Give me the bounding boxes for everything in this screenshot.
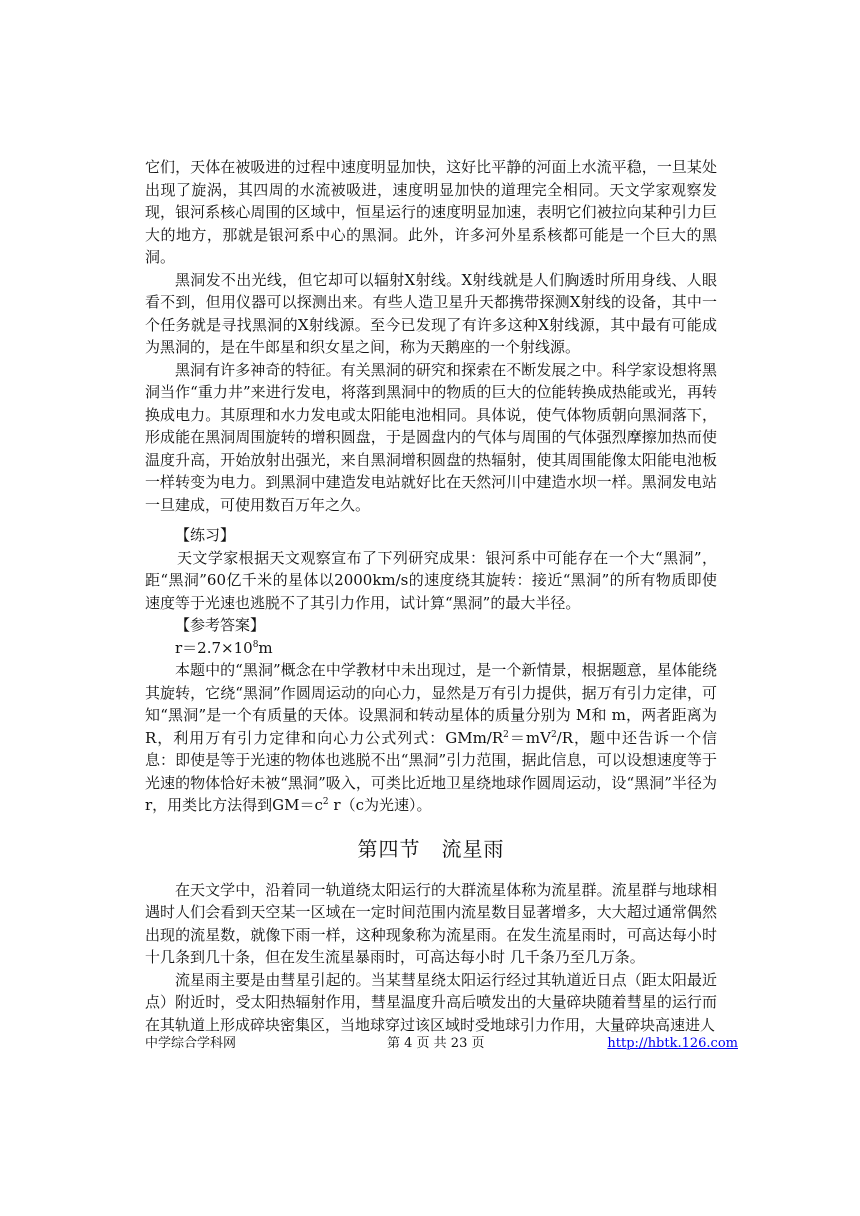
explanation-sup-1: 2	[503, 729, 509, 740]
section-paragraph-2: 流星雨主要是由彗星引起的。当某彗星绕太阳运行经过其轨道近日点（距太阳最近点）附近时，受太阳热辐射作用，彗星温度升高后喷发出的大量碎块随着彗星的运行而在其轨道上形成碎块密集区，当地球穿过该区域时受地球引力作用，大量碎块高速进人	[145, 970, 717, 1034]
footer-site-name: 中学综合学科网	[145, 1036, 237, 1051]
explanation-sup-3: 2	[322, 797, 329, 807]
exercise-heading: 【练习】	[175, 526, 236, 544]
answer-result-base: r＝2.7×10	[175, 638, 253, 657]
answer-heading: 【参考答案】	[175, 616, 266, 634]
answer-result	[145, 637, 717, 660]
explanation-part-4: r（c为光速）。	[328, 796, 432, 814]
paragraph-3: 黑洞有许多神奇的特征。有关黑洞的研究和探索在不断发展之中。科学家设想将黑洞当作“重力井”来进行发电，将落到黑洞中的物质的巨大的位能转换成热能或光，再转换成电力。其原理和水力发电或太阳能电池相同。具体说，使气体物质朝向黑洞落下，形成能在黑洞周围旋转的增积圆盘，于是圆盘内的气体与周围的气体强烈摩擦加热而使温度升高，开始放射出强光，来自黑洞增积圆盘的热辐射，使其周围能像太阳能电池板一样转变为电力。到黑洞中建造发电站就好比在天然河川中建造水坝一样。黑洞发电站一旦建成，可使用数百万年之久。	[145, 360, 717, 514]
document-body	[145, 156, 717, 1036]
footer-link[interactable]: http://hbtk.126.com	[607, 1036, 738, 1051]
section-title: 第四节 流星雨	[357, 836, 505, 861]
paragraph-1: 它们，天体在被吸进的过程中速度明显加快，这好比平静的河面上水流平稳，一旦某处出现了旋涡，其四周的水流被吸进，速度明显加快的道理完全相同。天文学家观察发现，银河系核心周围的区域中，恒星运行的速度明显加速，表明它们被拉向某种引力巨大的地方，那就是银河系中心的黑洞。此外，许多河外星系核都可能是一个巨大的黑洞。	[145, 158, 717, 266]
explanation-part-2: ＝mV	[508, 728, 551, 747]
page-footer	[145, 1034, 738, 1054]
exercise-text: 天文学家根据天文观察宣布了下列研究成果：银河系中可能存在一个大“黑洞”，距“黑洞”60亿千米的星体以2000km/s的速度绕其旋转：接近“黑洞”的所有物质即使速度等于光速也逃脱不了其引力作用，试计算“黑洞”的最大半径。	[145, 548, 717, 612]
paragraph-2: 黑洞发不出光线，但它却可以辐射X射线。X射线就是人们胸透时所用身线、人眼看不到，但用仪器可以探测出来。有些人造卫星升天都携带探测X射线的设备，其中一个任务就是寻找黑洞的X射线源。至今已发现了有许多这种X射线源，其中最有可能成为黑洞的，是在牛郎星和织女星之间，称为天鹅座的一个射线源。	[145, 270, 717, 356]
explanation-part-3: /R，题中还告诉一个信息：即使是等于光速的物体也逃脱不出“黑洞”引力范围，据此信息，可以设想速度等于光速的物体恰好未被“黑洞”吸入，可类比近地卫星绕地球作圆周运动，设“黑洞”半径为r，用类比方法得到GM＝c	[145, 728, 717, 814]
footer-page-number: 第 4 页 共 23 页	[387, 1036, 485, 1051]
explanation-part-1: 本题中的“黑洞”概念在中学教材中未出现过，是一个新情景，根据题意，星体能绕其旋转，它绕“黑洞”作圆周运动的向心力，显然是万有引力提供，据万有引力定律，可知“黑洞”是一个有质量的天体。设黑洞和转动星体的质量分别为 M和 m，两者距离为R，利用万有引力定律和向心力公式列式：GMm/R	[145, 661, 717, 747]
answer-explanation	[145, 659, 717, 817]
answer-result-exponent: 8	[252, 639, 259, 650]
explanation-sup-2: 2	[550, 729, 557, 740]
answer-result-unit: m	[258, 638, 273, 657]
section-paragraph-1: 在天文学中，沿着同一轨道绕太阳运行的大群流星体称为流星群。流星群与地球相遇时人们会看到天空某一区域在一定时间范围内流星数目显著增多，大大超过通常偶然出现的流星数，就像下雨一样，这种现象称为流星雨。在发生流星雨时，可高达每小时十几条到几十条，但在发生流星暴雨时，可高达每小时 几千条乃至几万条。	[145, 880, 717, 966]
